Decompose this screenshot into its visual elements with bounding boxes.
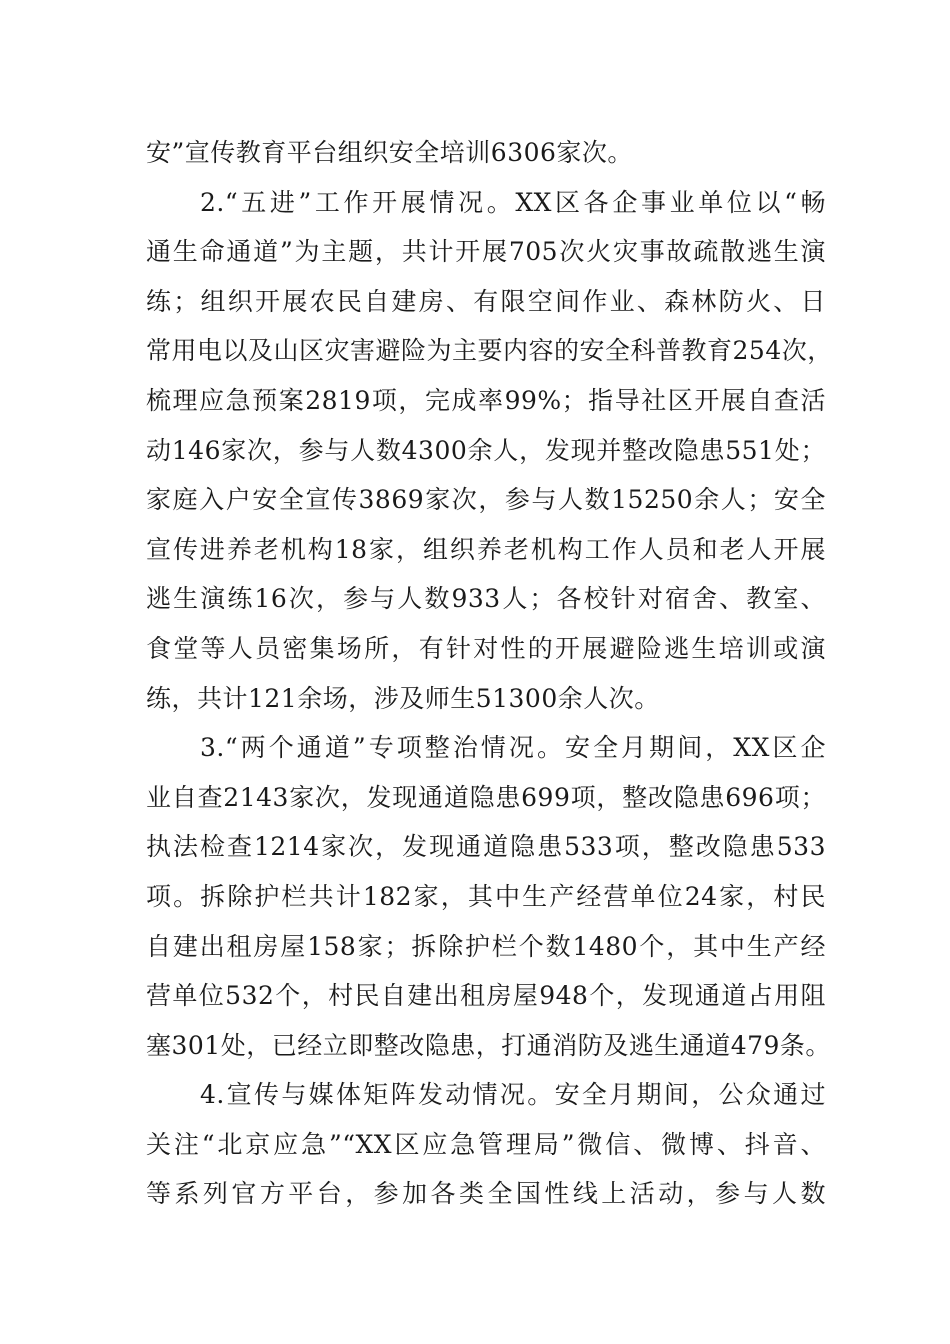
text-line: 梳理应急预案2819项，完成率99%；指导社区开展自查活	[146, 385, 826, 415]
text-line: 动146家次，参与人数4300余人，发现并整改隐患551处；	[146, 435, 826, 465]
paragraph-first-line: 4.宣传与媒体矩阵发动情况。安全月期间，公众通过	[200, 1080, 826, 1110]
text-line: 逃生演练16次，参与人数933人；各校针对宿舍、教室、	[146, 584, 826, 614]
text-line: 关注“北京应急”“XX区应急管理局”微信、微博、抖音、	[146, 1129, 826, 1159]
text-line: 家庭入户安全宣传3869家次，参与人数15250余人；安全	[146, 485, 826, 515]
text-line: 塞301处，已经立即整改隐患，打通消防及逃生通道479条。	[146, 1030, 831, 1060]
text-line: 执法检查1214家次，发现通道隐患533项，整改隐患533	[146, 832, 826, 862]
text-line: 自建出租房屋158家；拆除护栏个数1480个，其中生产经	[146, 931, 826, 961]
text-line: 食堂等人员密集场所，有针对性的开展避险逃生培训或演	[146, 633, 826, 663]
text-line: 安”宣传教育平台组织安全培训6306家次。	[146, 138, 633, 167]
text-line: 营单位532个，村民自建出租房屋948个，发现通道占用阻	[146, 981, 826, 1011]
text-line: 通生命通道”为主题，共计开展705次火灾事故疏散逃生演	[146, 237, 826, 267]
document-body	[146, 128, 833, 1219]
text-line: 项。拆除护栏共计182家，其中生产经营单位24家，村民	[146, 881, 826, 911]
text-line: 等系列官方平台，参加各类全国性线上活动，参与人数	[146, 1179, 826, 1209]
text-line: 常用电以及山区灾害避险为主要内容的安全科普教育254次，	[146, 336, 833, 366]
paragraph-first-line: 3.“两个通道”专项整治情况。安全月期间，XX区企	[200, 733, 826, 763]
text-line: 宣传进养老机构18家，组织养老机构工作人员和老人开展	[146, 534, 826, 564]
paragraph-first-line: 2.“五进”工作开展情况。XX区各企事业单位以“畅	[200, 187, 826, 217]
text-line: 练，共计121余场，涉及师生51300余人次。	[146, 683, 660, 713]
text-line: 练；组织开展农民自建房、有限空间作业、森林防火、日	[146, 286, 826, 316]
text-line: 业自查2143家次，发现通道隐患699项，整改隐患696项；	[146, 782, 826, 812]
